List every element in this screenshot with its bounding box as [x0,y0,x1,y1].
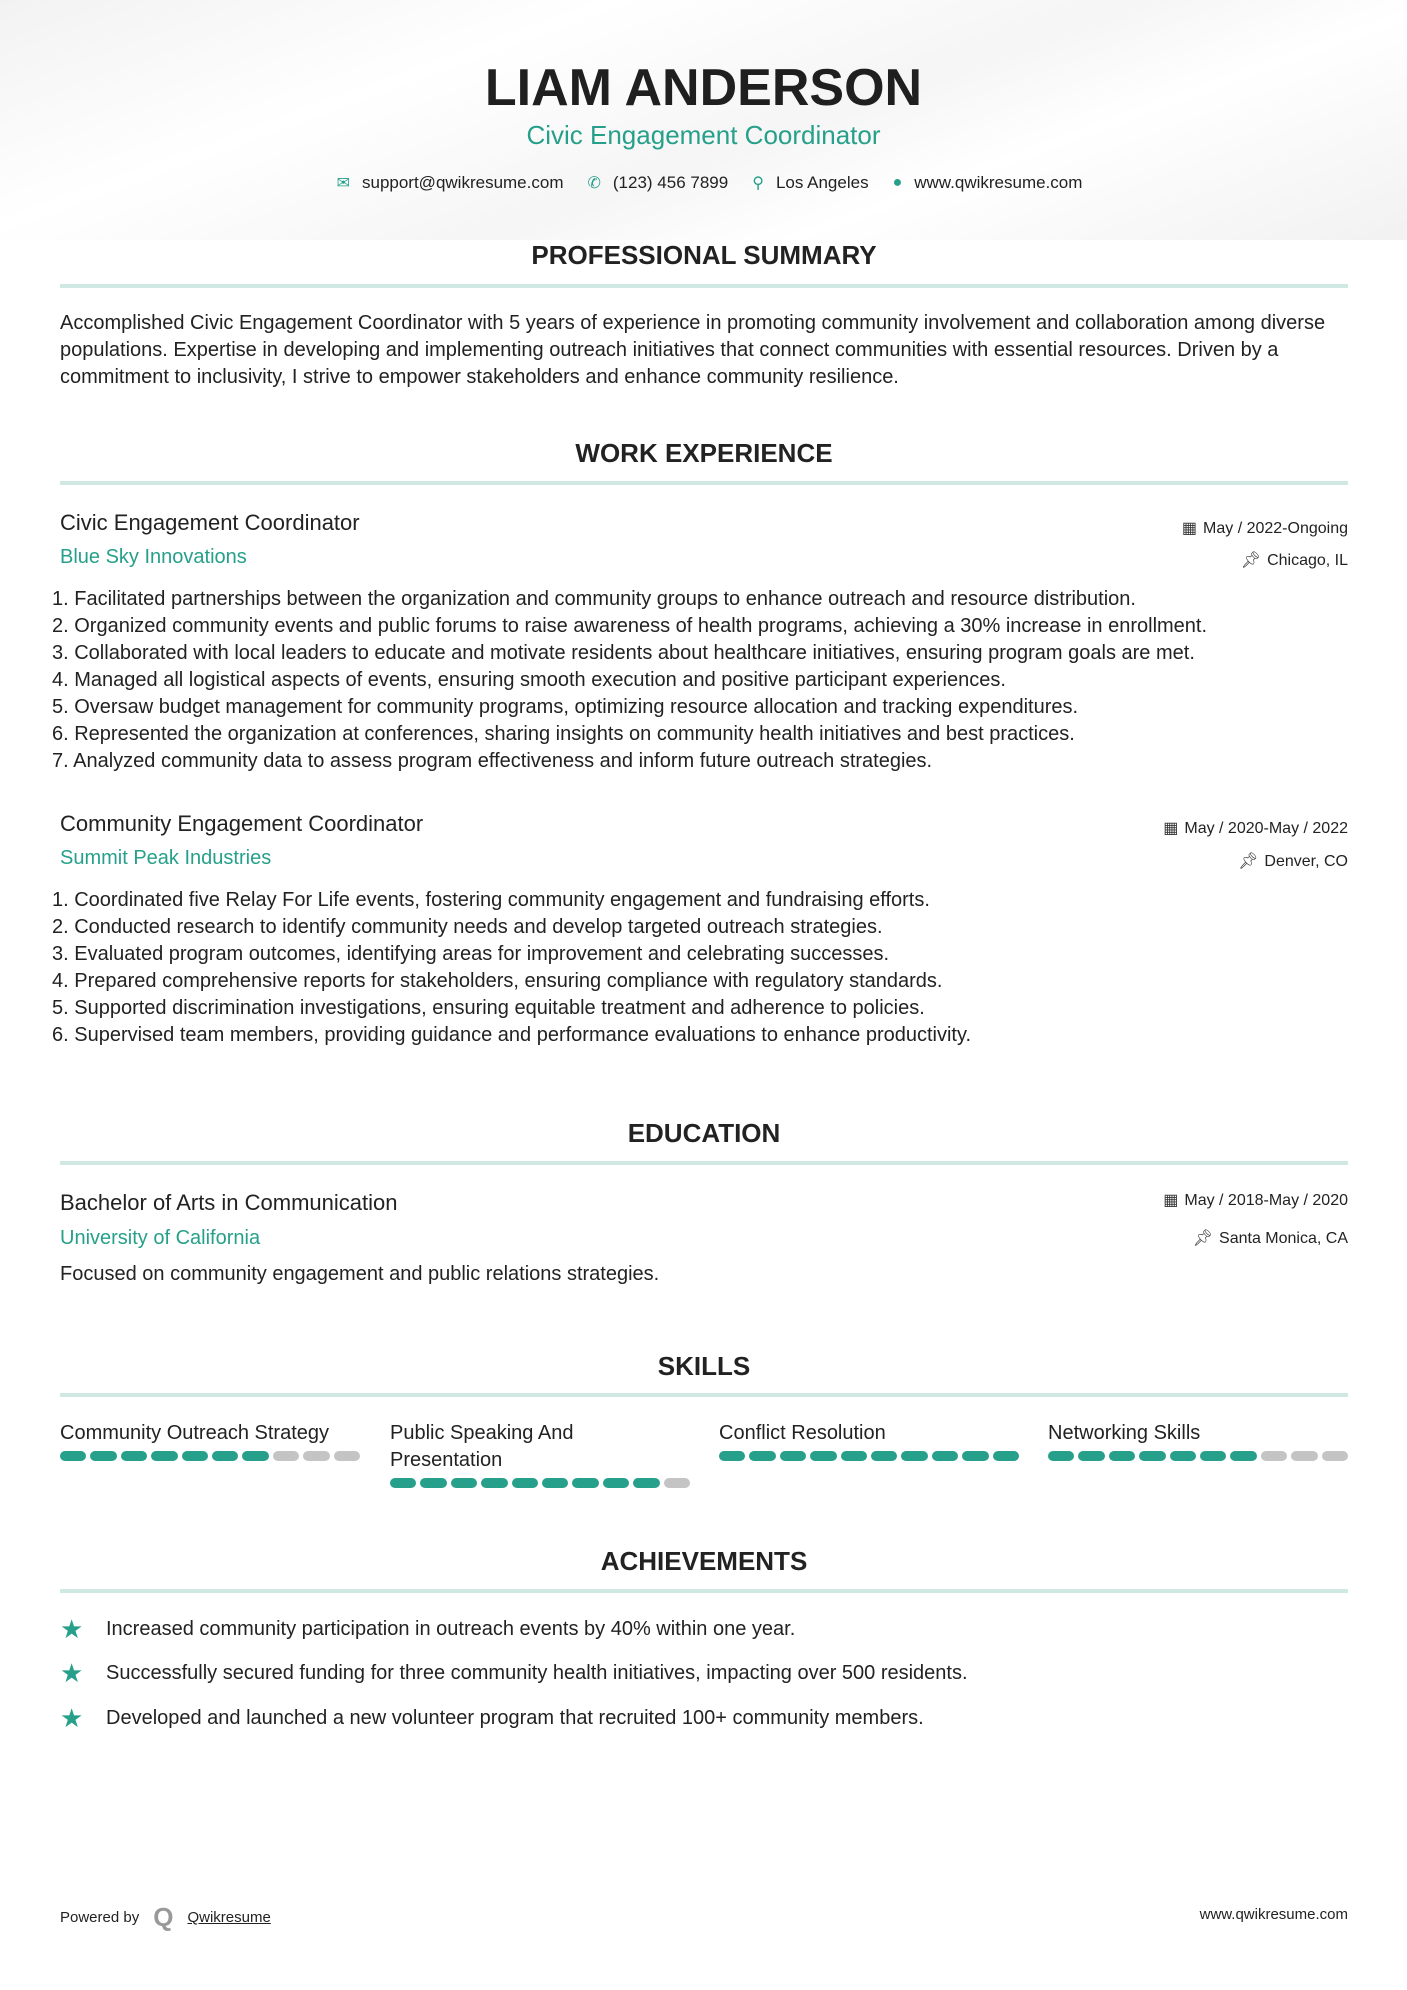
degree: Bachelor of Arts in Communication [60,1190,398,1215]
achievement-item [60,1703,924,1734]
company: Blue Sky Innovations [60,546,247,568]
job-date [1163,818,1348,838]
globe-icon: ● [892,174,903,191]
location-pin-icon: ⚲ [752,175,764,192]
footer-powered [60,1902,271,1933]
skill-level-bar [719,1451,1019,1461]
achievement-item [60,1658,968,1689]
skill-level-segment [420,1478,446,1488]
skill-level-segment [390,1478,416,1488]
skill-level-segment [273,1451,299,1461]
website[interactable]: www.qwikresume.com [914,173,1083,192]
skill-level-segment [780,1451,806,1461]
skill-level-segment [1261,1451,1287,1461]
star-icon: ★ [60,1614,84,1644]
section-heading-experience: WORK EXPERIENCE [575,438,833,468]
skill-level-segment [1322,1451,1348,1461]
skill-level-segment [633,1478,659,1488]
company: Summit Peak Industries [60,847,272,869]
job-location [1238,851,1348,871]
skill-level-segment [121,1451,147,1461]
skill-level-segment [542,1478,568,1488]
skill-level-bar [1048,1451,1348,1461]
skill-level-segment [90,1451,116,1461]
bullet: 3. Collaborated with local leaders to educate and motivate residents about healthcare initiatives, ensuring program goals are met. [52,642,1195,664]
date-text: May / 2020-May / 2022 [1184,820,1348,837]
phone-icon: ✆ [587,175,601,192]
calendar-icon: ▦ [1163,820,1179,837]
skill-name: Community Outreach Strategy [60,1422,329,1444]
location-text: Santa Monica, CA [1219,1230,1348,1247]
skill-level-bar [60,1451,360,1461]
skill-level-segment [810,1451,836,1461]
calendar-icon: ▦ [1163,1192,1179,1209]
skill-name: Networking Skills [1048,1422,1201,1444]
divider [60,481,1348,485]
skill-level-segment [1078,1451,1104,1461]
bullet: 2. Organized community events and public forums to raise awareness of health programs, achieving a 30% increase in enrollment. [52,615,1208,637]
section-heading-achievements: ACHIEVEMENTS [600,1546,808,1576]
skill-name: Conflict Resolution [719,1422,886,1444]
skill-item [390,1420,690,1488]
skill-level-segment [719,1451,745,1461]
candidate-title: Civic Engagement Coordinator [526,120,881,150]
skill-level-segment [871,1451,897,1461]
achievement-text: Developed and launched a new volunteer program that recruited 100+ community members. [106,1707,924,1729]
skill-level-segment [603,1478,629,1488]
education-date [1163,1190,1348,1210]
skill-level-segment [1139,1451,1165,1461]
calendar-icon: ▦ [1181,520,1198,537]
achievement-text: Increased community participation in outreach events by 40% within one year. [106,1618,796,1640]
school: University of California [60,1227,261,1249]
job-title: Community Engagement Coordinator [60,811,424,836]
achievement-item [60,1614,795,1645]
education-location [1193,1228,1348,1248]
bullet: 4. Managed all logistical aspects of events, ensuring smooth execution and positive participant experiences. [52,669,1006,691]
skill-level-segment [242,1451,268,1461]
skill-name: Public Speaking And Presentation [390,1422,574,1471]
divider [60,284,1348,288]
skill-level-segment [334,1451,360,1461]
section-heading-summary: PROFESSIONAL SUMMARY [531,240,877,270]
skill-level-segment [60,1451,86,1461]
skill-level-segment [1230,1451,1256,1461]
job-bullets [52,887,1352,1049]
skill-level-segment [572,1478,598,1488]
section-heading-skills: SKILLS [657,1351,751,1381]
skill-item [719,1420,1019,1461]
bullet: 5. Supported discrimination investigations, ensuring equitable treatment and adherence to policies. [52,997,925,1019]
bullet: 2. Conducted research to identify community needs and develop targeted outreach strategies. [52,916,883,938]
location: Los Angeles [775,173,869,192]
skill-item [1048,1420,1348,1461]
skill-level-segment [182,1451,208,1461]
skill-level-segment [1200,1451,1226,1461]
skill-level-segment [151,1451,177,1461]
bullet: 1. Facilitated partnerships between the organization and community groups to enhance outreach and resource distribution. [52,588,1136,610]
job-date [1182,518,1348,538]
skill-level-segment [1048,1451,1074,1461]
email[interactable]: support@qwikresume.com [361,173,564,192]
bullet: 5. Oversaw budget management for community programs, optimizing resource allocation and tracking expenditures. [52,696,1079,718]
skill-level-segment [512,1478,538,1488]
achievement-text: Successfully secured funding for three community health initiatives, impacting over 500 residents. [106,1662,968,1684]
skill-level-segment [451,1478,477,1488]
divider [60,1161,1348,1165]
divider [60,1589,1348,1593]
job-location [1241,550,1348,570]
footer-website[interactable]: www.qwikresume.com [1199,1906,1348,1923]
skill-level-segment [664,1478,690,1488]
location-text: Denver, CO [1264,853,1348,870]
powered-by-label: Powered by [60,1909,140,1926]
skill-level-segment [901,1451,927,1461]
bullet: 1. Coordinated five Relay For Life events, fostering community engagement and fundraising efforts. [52,889,930,911]
bullet: 6. Represented the organization at conferences, sharing insights on community health initiatives and best practices. [52,723,1075,745]
skill-level-segment [749,1451,775,1461]
bullet: 3. Evaluated program outcomes, identifying areas for improvement and celebrating successes. [52,943,890,965]
email-icon: ✉ [336,175,350,192]
candidate-name: LIAM ANDERSON [484,59,923,117]
section-heading-education: EDUCATION [627,1118,781,1148]
bullet: 6. Supervised team members, providing guidance and performance evaluations to enhance productivity. [52,1024,972,1046]
skill-item [60,1420,360,1461]
skill-level-segment [1291,1451,1317,1461]
pin-icon: 📌︎ [1192,1230,1214,1247]
qwikresume-logo-icon: Q [153,1902,174,1932]
skill-level-bar [390,1478,690,1488]
bullet: 4. Prepared comprehensive reports for stakeholders, ensuring compliance with regulatory standards. [52,970,943,992]
skill-level-segment [962,1451,988,1461]
location-text: Chicago, IL [1267,552,1348,569]
bullet: 7. Analyzed community data to assess program effectiveness and inform future outreach strategies. [52,750,933,772]
contact-bar [0,173,1407,193]
pin-icon: 📌︎ [1238,853,1259,870]
skill-level-segment [841,1451,867,1461]
skill-level-segment [303,1451,329,1461]
skill-level-segment [993,1451,1019,1461]
job-title: Civic Engagement Coordinator [60,510,360,535]
date-text: May / 2018-May / 2020 [1184,1192,1348,1209]
job-bullets [52,586,1352,775]
skill-level-segment [481,1478,507,1488]
skill-level-segment [1170,1451,1196,1461]
pin-icon: 📌︎ [1240,552,1262,569]
skill-level-segment [212,1451,238,1461]
education-description: Focused on community engagement and public relations strategies. [60,1263,660,1285]
skill-level-segment [1109,1451,1135,1461]
divider [60,1393,1348,1397]
phone: (123) 456 7899 [612,173,729,192]
brand-link[interactable]: Qwikresume [187,1909,271,1926]
skill-level-segment [932,1451,958,1461]
star-icon: ★ [60,1658,84,1688]
summary-text: Accomplished Civic Engagement Coordinator with 5 years of experience in promoting community involvement and collaboration among diverse populations. Expertise in developing and implementing outreach initiatives that connect communities with essential resources. Driven by a commitment to inclusivity, I strive to empower stakeholders and enhance community resilience. [60,312,1326,388]
star-icon: ★ [60,1703,84,1733]
date-text: May / 2022-Ongoing [1203,520,1348,537]
